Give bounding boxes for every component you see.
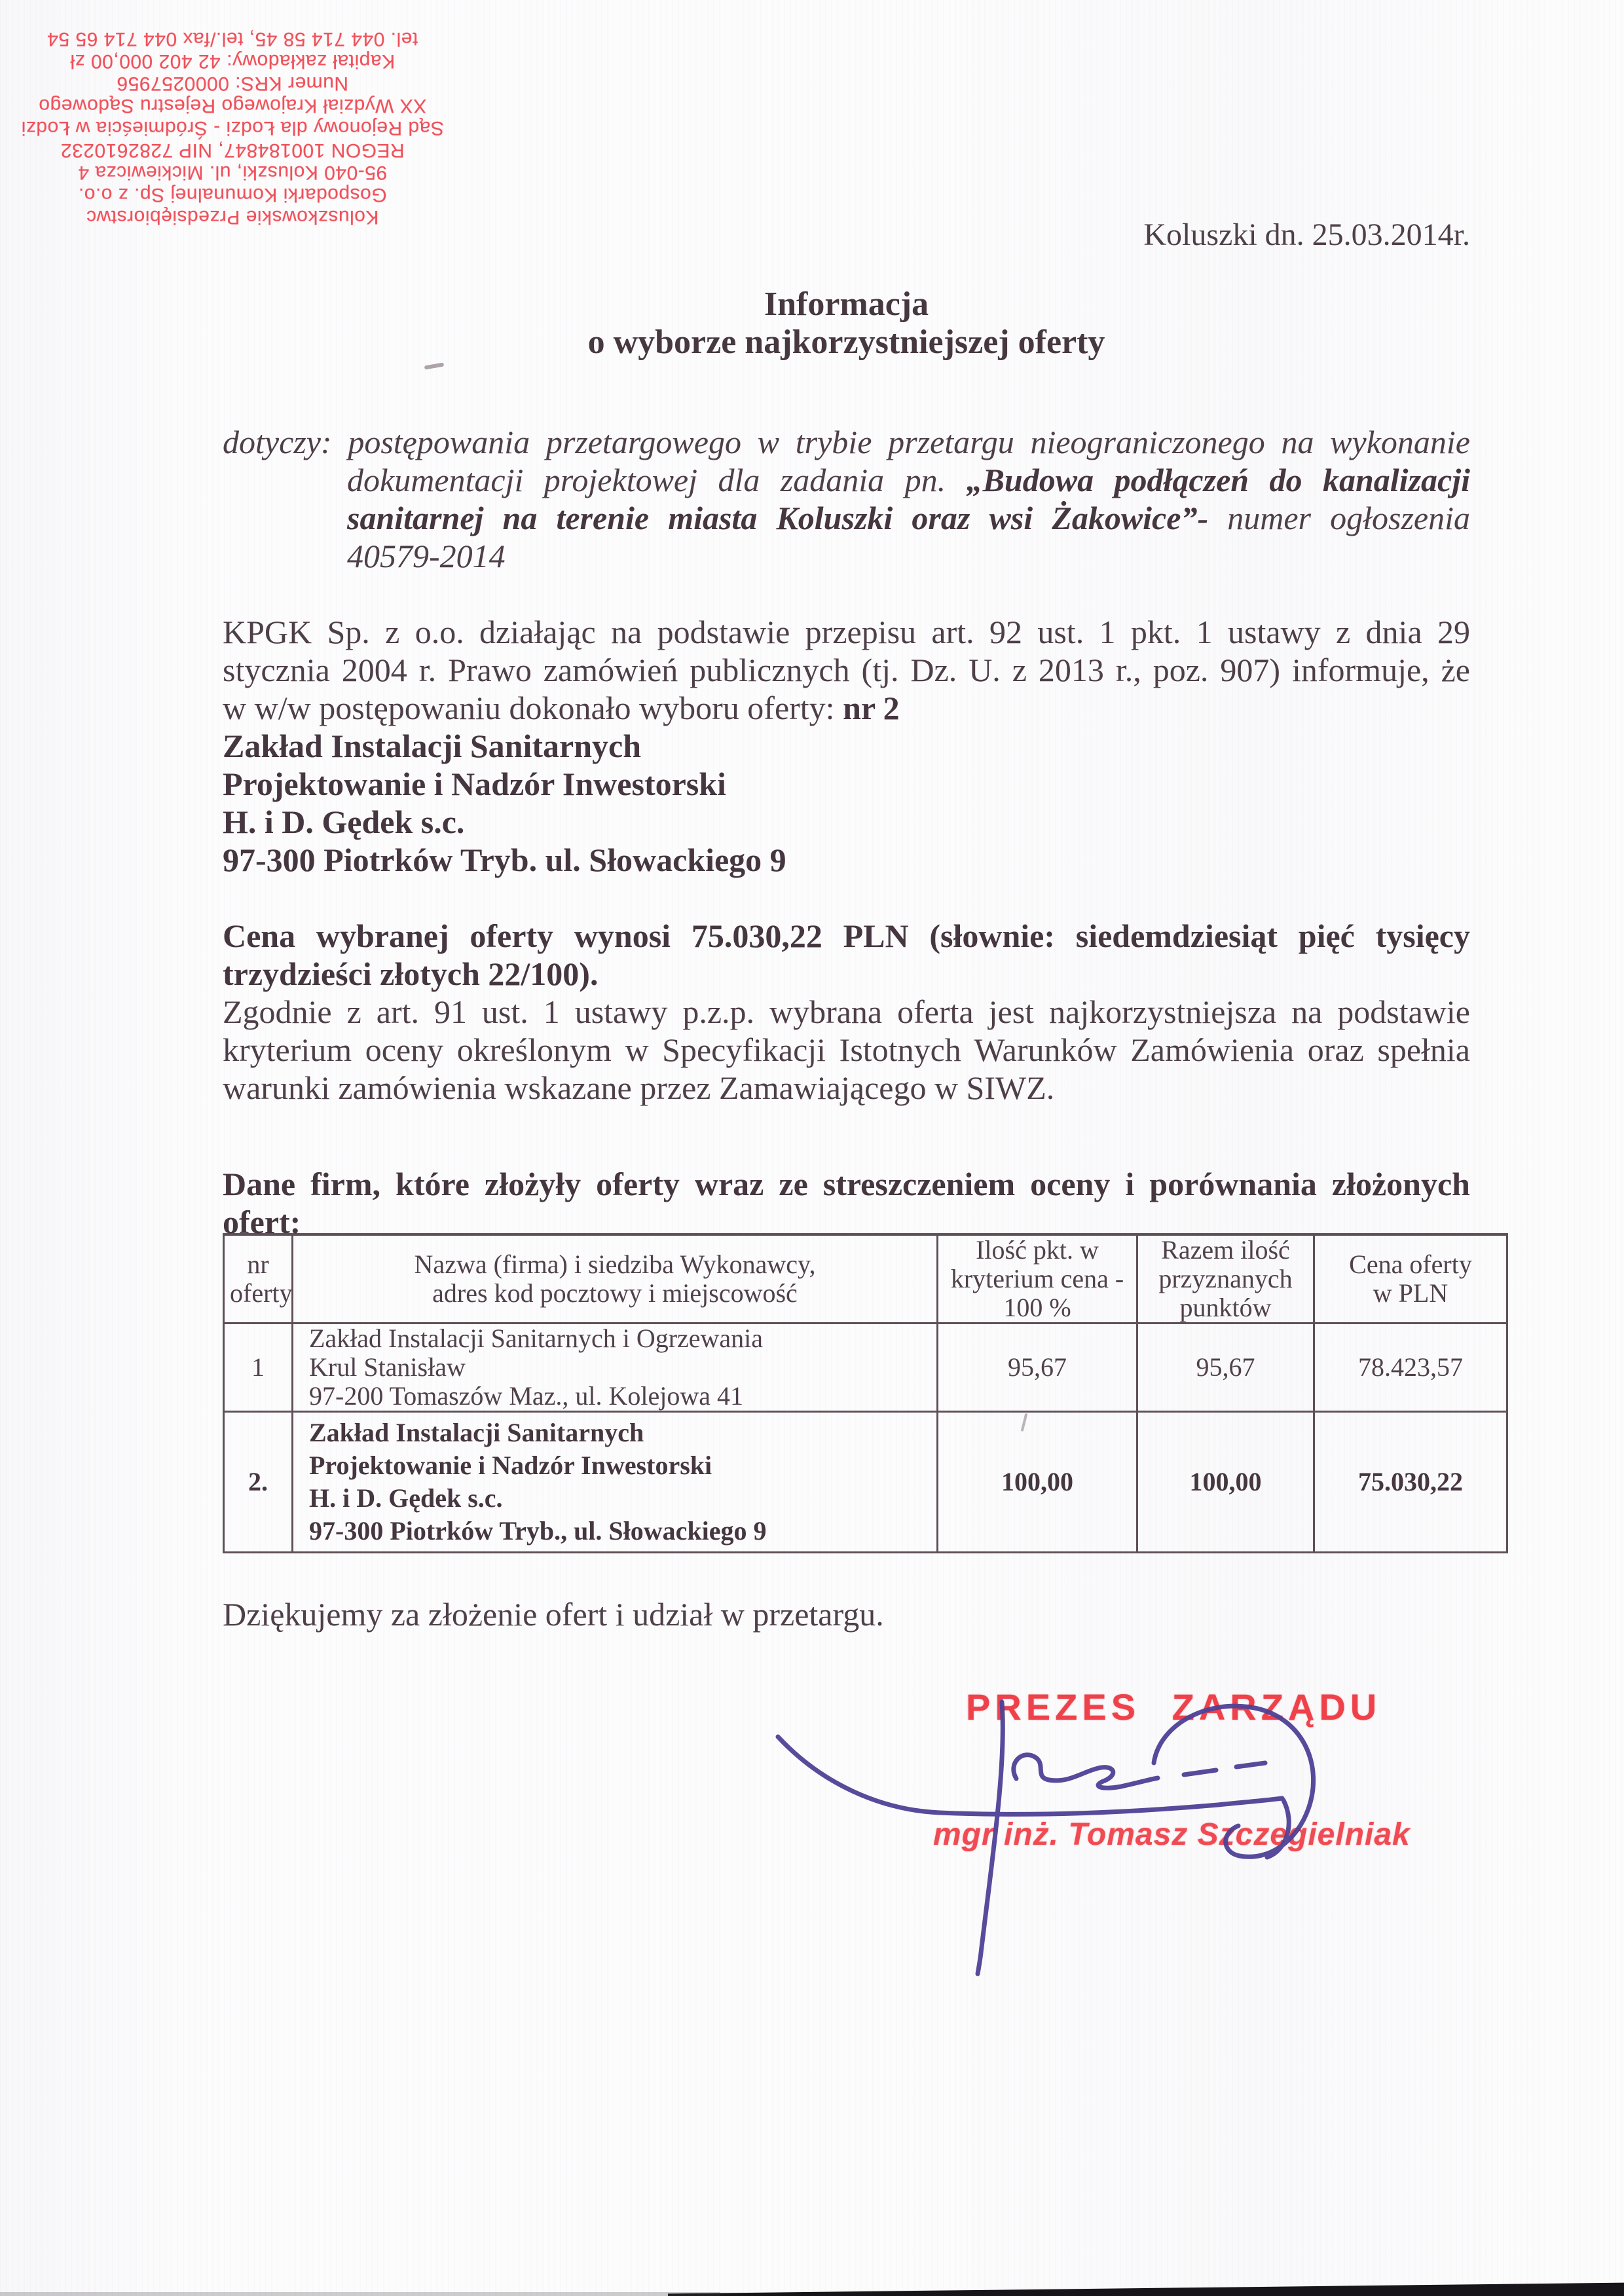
total-points-cell: 100,00 <box>1137 1412 1314 1553</box>
subject-text: numer ogłoszenia <box>1227 500 1470 536</box>
offers-table <box>223 1233 1508 1553</box>
total-points-cell: 95,67 <box>1137 1324 1314 1412</box>
header-line: 100 % <box>1003 1293 1071 1322</box>
contractor-name-line: Zakład Instalacji Sanitarnych i Ogrzewania <box>309 1324 764 1353</box>
price-line: trzydzieści złotych 22/100). <box>223 955 599 992</box>
subject-paragraph <box>223 423 1470 575</box>
scan-edge-artifact <box>0 2292 720 2296</box>
handwritten-signature <box>760 1692 1362 1980</box>
offers-table-header-cell <box>938 1234 1137 1324</box>
notice-number: 40579-2014 <box>347 538 506 574</box>
decision-line <box>223 689 1470 727</box>
document-title-line1: Informacja <box>764 286 929 323</box>
offers-table-header-row <box>224 1234 1507 1324</box>
subject-label: dotyczy: <box>223 424 332 460</box>
decision-paragraph <box>223 613 1470 879</box>
header-line: adres kod pocztowy i miejscowość <box>432 1278 798 1308</box>
header-line: punktów <box>1179 1293 1272 1322</box>
header-line: Cena oferty <box>1349 1250 1472 1279</box>
signature-stroke <box>1014 1755 1158 1788</box>
winner-line: Zakład Instalacji Sanitarnych <box>223 728 642 764</box>
offer-number-cell: 2. <box>224 1412 293 1553</box>
signature-stroke <box>1236 1763 1265 1767</box>
offers-table-body <box>224 1324 1507 1553</box>
company-stamp-line: Koluszkowskie Przedsiębiorstwc <box>86 206 379 228</box>
contractor-name-line: 97-300 Piotrków Tryb., ul. Słowackiego 9 <box>309 1516 767 1546</box>
header-line: oferty <box>230 1278 293 1308</box>
offers-table-header-cell <box>224 1234 293 1324</box>
subject-text: dokumentacji projektowej dla zadania pn. <box>347 462 946 498</box>
offers-intro-line: ofert: <box>223 1204 301 1240</box>
header-line: przyznanych <box>1158 1264 1293 1293</box>
header-line: w PLN <box>1373 1278 1449 1308</box>
company-stamp-line: Numer KRS: 0000257956 <box>116 73 349 94</box>
subject-line <box>223 423 1470 461</box>
winner-line: 97-300 Piotrków Tryb. ul. Słowackiego 9 <box>223 842 786 878</box>
offer-price-cell: 78.423,57 <box>1314 1324 1507 1412</box>
price-line: Cena wybranej oferty wynosi 75.030,22 PLN (słownie: siedemdziesiąt pięć tysięcy <box>223 917 1470 954</box>
price-line: warunki zamówienia wskazane przez Zamawiającego w SIWZ. <box>223 1069 1055 1106</box>
contractor-name-cell <box>293 1324 938 1412</box>
offers-table-header-cell <box>1137 1234 1314 1324</box>
contractor-name-line: H. i D. Gędek s.c. <box>309 1483 503 1513</box>
offers-intro-paragraph <box>223 1165 1470 1241</box>
company-stamp-line: 95-040 Koluszki, ul. Mickiewicza 4 <box>77 162 388 183</box>
offers-table-row <box>224 1412 1507 1553</box>
date-line: Koluszki dn. 25.03.2014r. <box>1143 217 1470 252</box>
subject-line <box>223 461 1470 499</box>
winner-line: Projektowanie i Nadzór Inwestorski <box>223 766 726 802</box>
winner-block <box>223 727 1470 879</box>
contractor-name-line: Zakład Instalacji Sanitarnych <box>309 1418 644 1447</box>
price-line: kryterium oceny określonym w Specyfikacji Istotnych Warunków Zamówienia oraz spełnia <box>223 1031 1470 1068</box>
criterion-points-cell: 95,67 <box>938 1324 1137 1412</box>
signature-stroke <box>1184 1770 1216 1775</box>
document-title-line2: o wyborze najkorzystniejszej oferty <box>587 324 1105 361</box>
company-stamp-line: tel. 044 714 58 45, tel./fax 044 714 65 54 <box>46 28 418 50</box>
header-line: Ilość pkt. w <box>976 1235 1099 1265</box>
project-name-part: „Budowa podłączeń do kanalizacji <box>966 462 1471 498</box>
president-stamp-title: PREZES ZARZĄDU <box>966 1686 1382 1728</box>
contractor-name-line: Krul Stanisław <box>309 1352 466 1382</box>
signature-stroke <box>978 1702 1003 1974</box>
decision-line: KPGK Sp. z o.o. działając na podstawie przepisu art. 92 ust. 1 pkt. 1 ustawy z dnia 29 <box>223 614 1470 650</box>
decision-line: stycznia 2004 r. Prawo zamówień publicznych (tj. Dz. U. z 2013 r., poz. 907) informuje, że <box>223 652 1470 688</box>
offers-table-header-cell <box>1314 1234 1507 1324</box>
signature-area <box>223 1686 1470 1993</box>
chosen-offer-number: nr 2 <box>843 690 900 726</box>
company-stamp-line: Gospodarki Komunalnej Sp. z o.o. <box>78 184 387 206</box>
offer-price-cell: 75.030,22 <box>1314 1412 1507 1553</box>
winner-line: H. i D. Gędek s.c. <box>223 804 465 840</box>
company-stamp-line: XX Wydział Krajowego Rejestru Sądowego <box>38 95 427 117</box>
signature-stroke <box>1267 1800 1289 1857</box>
company-stamp-line: REGON 100184847, NIP 7282610232 <box>60 139 405 161</box>
header-line: kryterium cena - <box>950 1264 1124 1293</box>
contractor-name-line: 97-200 Tomaszów Maz., ul. Kolejowa 41 <box>309 1381 744 1411</box>
subject-text: postępowania przetargowego w trybie przetargu nieograniczonego na wykonanie <box>348 424 1470 460</box>
offers-table-header-cell <box>293 1234 938 1324</box>
document-body <box>223 0 1470 1993</box>
price-line: Zgodnie z art. 91 ust. 1 ustawy p.z.p. wybrana oferta jest najkorzystniejsza na podstawie <box>223 993 1470 1030</box>
contractor-name-line: Projektowanie i Nadzór Inwestorski <box>309 1451 712 1480</box>
header-line: Razem ilość <box>1161 1235 1290 1265</box>
price-paragraph <box>223 917 1470 1107</box>
offers-intro-line: Dane firm, które złożyły oferty wraz ze streszczeniem oceny i porównania złożonych <box>223 1166 1470 1202</box>
offers-table-row <box>224 1324 1507 1412</box>
scan-edge-artifact <box>668 2280 1624 2296</box>
signature-stroke <box>778 1737 1282 1814</box>
header-line: Nazwa (firma) i siedziba Wykonawcy, <box>414 1250 816 1279</box>
contractor-name-cell <box>293 1412 938 1553</box>
president-stamp-name: mgr inż. Tomasz Szczegielniak <box>933 1817 1411 1852</box>
decision-text: w w/w postępowaniu dokonało wyboru oferty: <box>223 690 843 726</box>
header-line: nr <box>247 1250 269 1279</box>
criterion-points-cell: 100,00 <box>938 1412 1137 1553</box>
project-name-part: sanitarnej na terenie miasta Koluszki oraz wsi Żakowice”- <box>347 500 1209 536</box>
thanks-line: Dziękujemy za złożenie ofert i udział w przetargu. <box>223 1596 884 1633</box>
company-stamp-line: Kapitał zakładowy: 42 402 000,00 zł <box>69 50 396 72</box>
subject-line <box>223 499 1470 537</box>
offer-number-cell: 1 <box>224 1324 293 1412</box>
company-stamp-line: Sąd Rejonowy dla Łodzi - Śródmieścia w Łodzi <box>21 117 444 139</box>
